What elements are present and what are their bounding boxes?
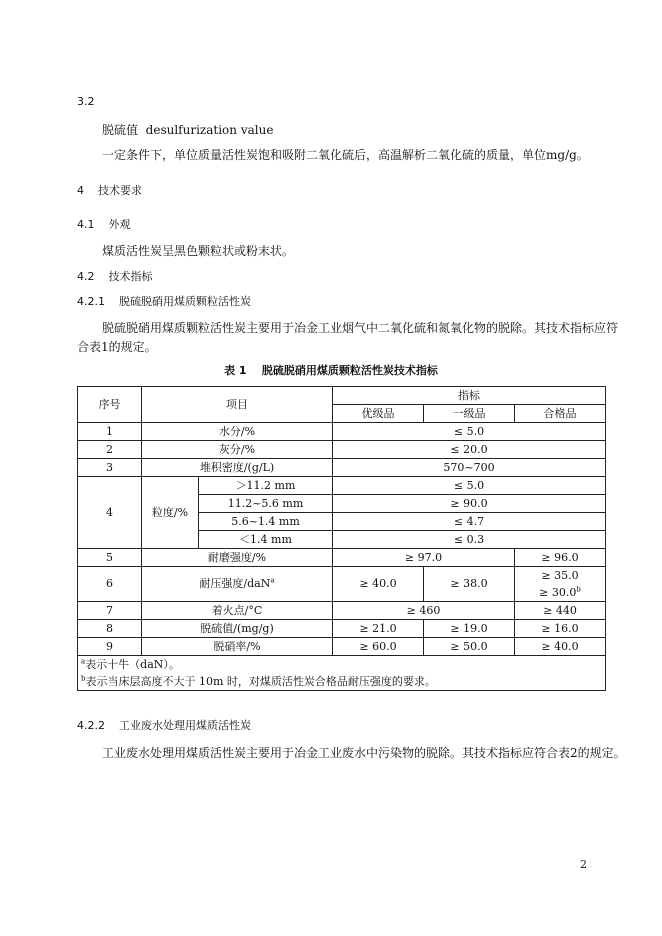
row-seq: 9 xyxy=(78,638,142,656)
table-note-row xyxy=(78,656,606,674)
section-4-2-title: 技术指标 xyxy=(108,270,153,283)
row-value-grade-3-alt xyxy=(515,584,606,602)
section-4-2-heading xyxy=(77,268,153,284)
section-4-number: 4 xyxy=(77,184,84,197)
section-4-1-text: 煤质活性炭呈黑色颗粒状或粉末状。 xyxy=(102,244,295,258)
row-value-grade-3: ≥ 16.0 xyxy=(515,620,606,638)
note-mark: b xyxy=(81,673,86,682)
table-1 xyxy=(77,386,606,691)
row-value: ≤ 5.0 xyxy=(333,423,606,441)
row-seq: 2 xyxy=(78,441,142,459)
row-seq: 5 xyxy=(78,549,142,567)
section-4-2-1-text-line2: 合表1的规定。 xyxy=(77,340,157,354)
section-4-1-heading xyxy=(77,216,131,232)
table-row xyxy=(78,620,606,638)
size-range-value: ≤ 4.7 xyxy=(333,513,606,531)
section-4-2-1-number: 4.2.1 xyxy=(77,295,105,308)
row-value-grade-3: ≥ 35.0 xyxy=(515,567,606,585)
row-item-text: 耐压强度/daN xyxy=(199,577,271,590)
section-4-2-number: 4.2 xyxy=(77,270,95,283)
row-seq: 3 xyxy=(78,459,142,477)
section-4-title: 技术要求 xyxy=(98,184,142,197)
section-4-2-2-heading xyxy=(77,717,251,733)
note-text: 表示十牛（daN）。 xyxy=(85,657,180,671)
row-seq: 7 xyxy=(78,602,142,620)
section-4-1-title: 外观 xyxy=(108,218,131,231)
section-4-2-1-text-line1: 脱硫脱硝用煤质颗粒活性炭主要用于冶金工业烟气中二氧化硫和氮氧化物的脱除。其技术指标应符 xyxy=(102,321,619,335)
row-seq: 6 xyxy=(78,567,142,602)
section-4-2-2-number: 4.2.2 xyxy=(77,719,105,732)
term-en: desulfurization value xyxy=(145,123,274,137)
row-seq: 1 xyxy=(78,423,142,441)
row-value-grade-3: ≥ 96.0 xyxy=(515,549,606,567)
row-value-grade-3: ≥ 440 xyxy=(515,602,606,620)
size-range-value: ≥ 90.0 xyxy=(333,495,606,513)
row-value-grade-1-2: ≥ 460 xyxy=(333,602,515,620)
term-definition-text: 一定条件下，单位质量活性炭饱和吸附二氧化硫后，高温解析二氧化硫的质量，单位mg/g。 xyxy=(102,148,589,162)
footnote-mark: a xyxy=(270,576,275,585)
note-mark: a xyxy=(81,656,86,665)
table-header-row xyxy=(78,387,606,405)
section-4-1-number: 4.1 xyxy=(77,218,95,231)
section-4-2-2-title: 工业废水处理用煤质活性炭 xyxy=(119,719,251,732)
row-seq: 4 xyxy=(78,477,142,549)
term-cn: 脱硫值 xyxy=(102,123,139,137)
row-value-grade-1: ≥ 40.0 xyxy=(333,567,424,602)
row-value-grade-2: ≥ 50.0 xyxy=(424,638,515,656)
row-item: 水分/% xyxy=(142,423,333,441)
row-value-grade-3: ≥ 40.0 xyxy=(515,638,606,656)
section-4-2-2-text: 工业废水处理用煤质活性炭主要用于冶金工业废水中污染物的脱除。其技术指标应符合表2的规定。 xyxy=(102,746,626,760)
table-row xyxy=(78,602,606,620)
header-grade-2: 一级品 xyxy=(424,405,515,423)
footnote-mark: b xyxy=(576,584,581,593)
row-seq: 8 xyxy=(78,620,142,638)
row-value-text: ≥ 30.0 xyxy=(539,585,577,599)
term-definition-heading xyxy=(102,121,273,138)
row-item: 粒度/% xyxy=(142,477,199,549)
header-seq: 序号 xyxy=(78,387,142,423)
row-item xyxy=(142,567,333,602)
row-value: 570~700 xyxy=(333,459,606,477)
table-row xyxy=(78,423,606,441)
section-4-heading xyxy=(77,182,142,198)
table-row xyxy=(78,477,606,495)
header-grade-1: 优级品 xyxy=(333,405,424,423)
table-1-caption: 表 1 脱硫脱硝用煤质颗粒活性炭技术指标 xyxy=(224,364,438,377)
table-note-row xyxy=(78,673,606,691)
section-4-2-1-heading xyxy=(77,293,251,309)
table-note-a xyxy=(78,656,606,674)
section-4-2-1-title: 脱硫脱硝用煤质颗粒活性炭 xyxy=(119,295,251,308)
row-item: 耐磨强度/% xyxy=(142,549,333,567)
row-value-grade-1: ≥ 21.0 xyxy=(333,620,424,638)
page-number: 2 xyxy=(580,858,587,871)
header-item: 项目 xyxy=(142,387,333,423)
row-value-grade-1: ≥ 60.0 xyxy=(333,638,424,656)
header-grade-3: 合格品 xyxy=(515,405,606,423)
size-range-value: ≤ 0.3 xyxy=(333,531,606,549)
row-item: 着火点/°C xyxy=(142,602,333,620)
table-row xyxy=(78,441,606,459)
table-note-b xyxy=(78,673,606,691)
table-row xyxy=(78,549,606,567)
header-index: 指标 xyxy=(333,387,606,405)
size-range-label: ＞11.2 mm xyxy=(199,477,333,495)
row-value-grade-1-2: ≥ 97.0 xyxy=(333,549,515,567)
row-item: 灰分/% xyxy=(142,441,333,459)
table-row xyxy=(78,567,606,585)
row-item: 脱硝率/% xyxy=(142,638,333,656)
table-row xyxy=(78,459,606,477)
row-value-grade-2: ≥ 38.0 xyxy=(424,567,515,602)
row-value: ≤ 20.0 xyxy=(333,441,606,459)
size-range-label: 11.2~5.6 mm xyxy=(199,495,333,513)
size-range-value: ≤ 5.0 xyxy=(333,477,606,495)
note-text: 表示当床层高度不大于 10m 时，对煤质活性炭合格品耐压强度的要求。 xyxy=(85,674,436,688)
table-row xyxy=(78,638,606,656)
row-item: 脱硫值/(mg/g) xyxy=(142,620,333,638)
row-item: 堆积密度/(g/L) xyxy=(142,459,333,477)
row-value-grade-2: ≥ 19.0 xyxy=(424,620,515,638)
size-range-label: 5.6~1.4 mm xyxy=(199,513,333,531)
section-3-2-number: 3.2 xyxy=(77,95,95,108)
size-range-label: ＜1.4 mm xyxy=(199,531,333,549)
